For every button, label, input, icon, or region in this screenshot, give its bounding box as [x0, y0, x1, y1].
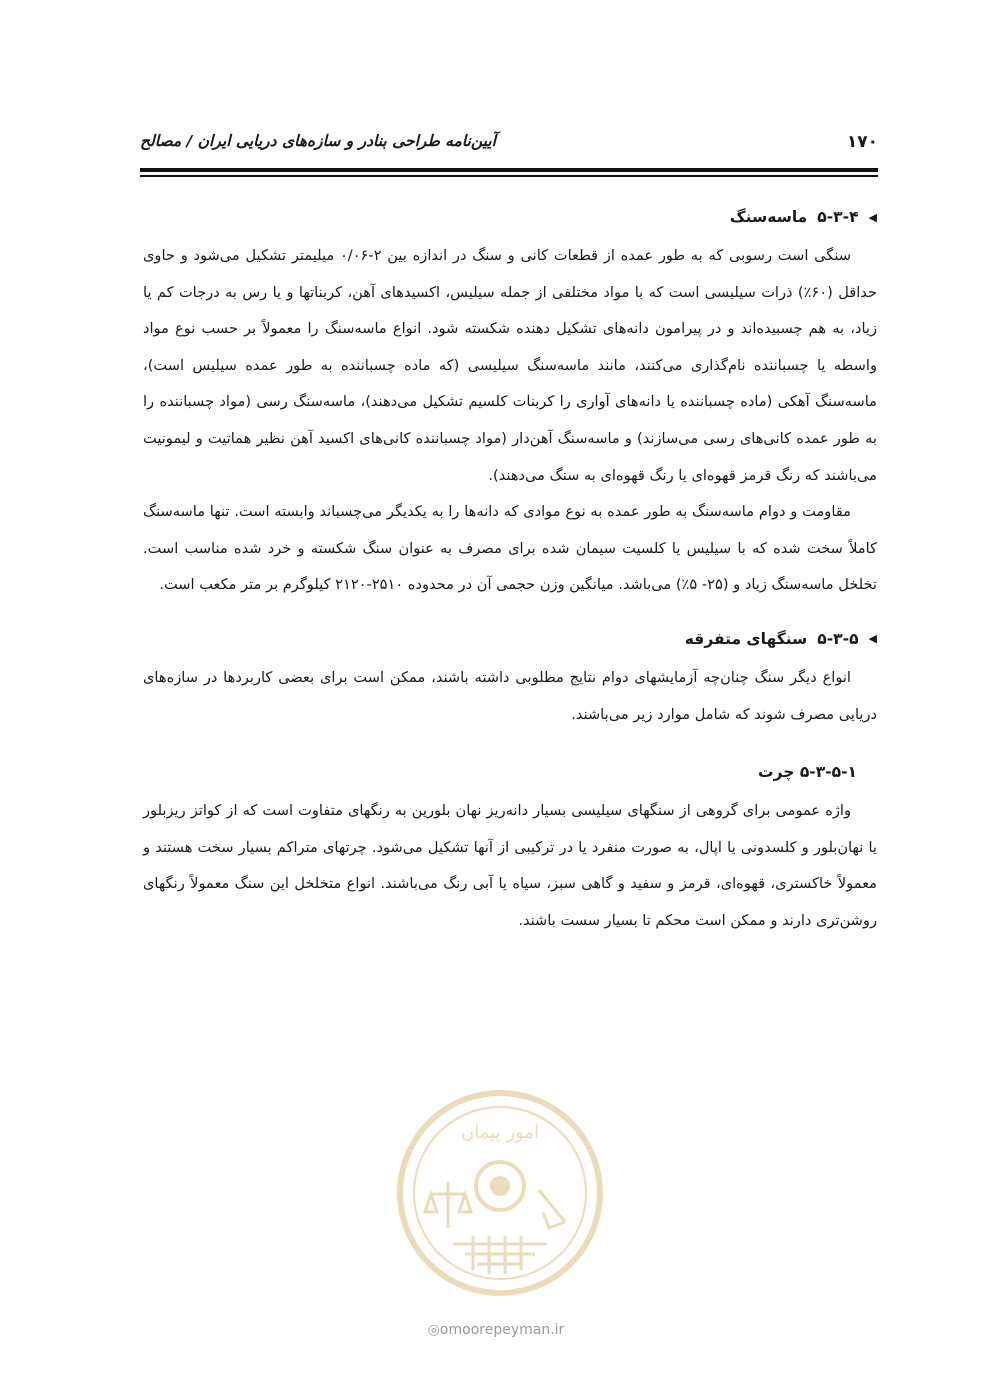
page-body	[143, 208, 877, 940]
watermark-logo-text: امور پیمان	[461, 1122, 539, 1143]
watermark-seal-logo	[393, 1086, 607, 1300]
section-title: ماسه‌سنگ	[729, 208, 808, 226]
section-number: ۵-۳-۴	[817, 208, 859, 226]
header-rule-thick	[140, 168, 878, 172]
watermark-site	[0, 1322, 992, 1338]
section-heading-sandstone	[143, 208, 877, 226]
paragraph: سنگی است رسوبی که به طور عمده از قطعات کانی و سنگ در اندازه بین ۲-۰/۰۶ میلیمتر تشکیل می‌شود و حاوی حداقل (۶۰٪) ذرات سیلیسی است که با مواد مختلفی از جمله سیلیس، اکسیدهای آهن، کربناتها و یا رس به درجات کم یا زیاد، به هم چسبیده‌اند و در پیرامون دانه‌های تشکیل دهنده شکسته شود. انواع ماسه‌سنگ را معمولاً بر حسب نوع مواد واسطه یا چسباننده نام‌گذاری می‌کنند، مانند ماسه‌سنگ سیلیسی (که ماده چسباننده به طور عمده سیلیس است)، ماسه‌سنگ آهکی (ماده چسباننده یا دانه‌های آواری را کربنات کلسیم تشکیل می‌دهند)، ماسه‌سنگ رسی (مواد چسباننده را به طور عمده کانی‌های رسی می‌سازند) و ماسه‌سنگ آهن‌دار (مواد چسباننده کانی‌های اکسید آهن نظیر هماتیت و لیمونیت می‌باشند که رنگ قرمز قهوه‌ای یا رنگ قهوه‌ای به سنگ می‌دهند).	[143, 247, 877, 484]
paragraph: انواع دیگر سنگ چنان‌چه آزمایشهای دوام نتایج مطلوبی داشته باشند، ممکن است برای بعضی کاربردها در سازه‌های دریایی مصرف شوند که شامل موارد زیر می‌باشند.	[143, 668, 877, 723]
section-heading-misc-stones	[143, 630, 877, 648]
paragraph: مقاومت و دوام ماسه‌سنگ به طور عمده به نوع موادی که دانه‌ها را به یکدیگر می‌چسباند وابسته است. تنها ماسه‌سنگ کاملاً سخت شده که با سیلیس یا کلسیت سیمان شده برای مصرف به عنوان سنگ شکسته و خرد شده مناسب است. تخلخل ماسه‌سنگ زیاد و (۲۵- ۵٪) می‌باشد. میانگین وزن حجمی آن در محدوده ۲۵۱۰-۲۱۲۰ کیلوگرم بر متر مکعب است.	[143, 503, 877, 594]
section-title: سنگهای متفرقه	[684, 629, 808, 648]
globe-icon: ◎	[427, 1322, 440, 1338]
subsection-heading-chert	[143, 763, 877, 781]
page-header	[140, 128, 878, 164]
watermark-url: omoorepeyman.ir	[439, 1322, 565, 1338]
paragraph: واژه عمومی برای گروهی از سنگهای سیلیسی بسیار دانه‌ریز نهان بلورین به رنگهای متفاوت است که از کواتز ریزبلور یا نهان‌بلور و کلسدونی یا اپال، به صورت منفرد یا در ترکیبی از آنها تشکیل می‌شود. چرتهای متراکم بسیار سخت هستند و معمولاً خاکستری، قهوه‌ای، قرمز و سفید و گاهی سبز، سیاه یا آبی رنگ می‌باشند. انواع متخلخل این سنگ معمولاً رنگهای روشن‌تری دارند و ممکن است محکم تا بسیار سست باشند.	[143, 802, 877, 929]
subsection-number: ۵-۳-۵-۱	[799, 763, 857, 782]
running-title: آیین‌نامه طراحی بنادر و سازه‌های دریایی ایران / مصالح	[140, 132, 496, 150]
subsection-title: چرت	[758, 763, 795, 782]
page-number: ۱۷۰	[846, 132, 878, 152]
section-number: ۵-۳-۵	[817, 629, 859, 648]
triangle-bullet-icon: ◀	[868, 632, 877, 646]
triangle-bullet-icon: ◀	[868, 210, 877, 224]
header-rule-thin	[140, 175, 878, 177]
